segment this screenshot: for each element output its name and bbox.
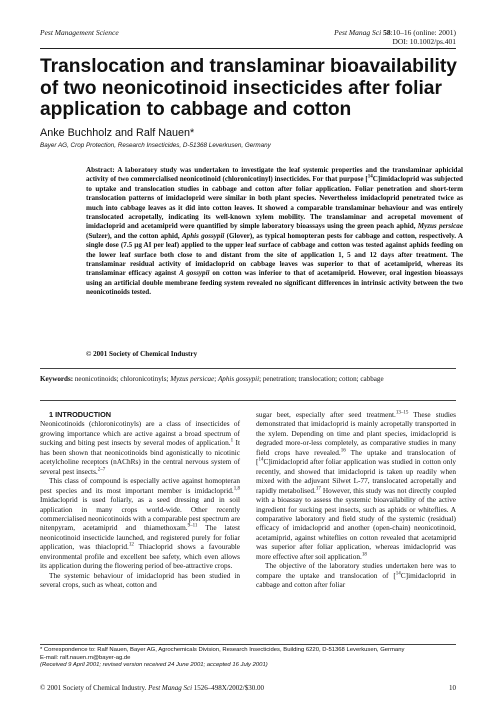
- citation-ref[interactable]: 16: [340, 448, 346, 454]
- species-name: Aphis gossypii: [181, 231, 225, 240]
- abstract-copyright: © 2001 Society of Chemical Industry: [86, 350, 198, 358]
- footer-journal: Pest Manag Sci: [148, 684, 193, 692]
- paragraph: [40, 571, 240, 590]
- abstract-label: Abstract:: [86, 166, 115, 174]
- keywords-text: ;: [214, 375, 218, 383]
- superscript: 14: [367, 175, 373, 181]
- running-header-journal: Pest Management Science: [40, 28, 119, 37]
- paragraph-text: This class of compound is especially active against homopteran pest species and its most important member is imidacloprid.: [40, 476, 240, 495]
- species-name: Aphis gossypii: [217, 375, 260, 383]
- abstract-text: (Glover), as typical homopteran pests for cabbage and cotton, respectively. A single dose (7.5 µg AI per leaf) applied to the upper leaf surface of cabbage and cotton was tested against aphids feeding on the lower leaf surface both close to and distant from the site of application 1, 5 and 12 days after treatment. The translaminar residual activity of imidacloprid on cabbage leaves was superior to that of acetamiprid, whereas its translaminar efficacy against: [86, 231, 463, 278]
- article-affiliation: Bayer AG, Crop Protection, Research Insecticides, D-51368 Leverkusen, Germany: [40, 142, 271, 149]
- page-number: 10: [449, 684, 456, 692]
- citation-ref[interactable]: 1,8: [233, 486, 240, 492]
- header-journal-abbrev: Pest Manag Sci: [334, 28, 382, 37]
- body-column-left: [40, 410, 240, 590]
- paragraph-text: It has been shown that neonicotinoids bind agonistically to nicotinic acetylcholine receptors (nAChRs) in the central nervous system of several pest insects.: [40, 438, 240, 476]
- paragraph-text: C]imidacloprid in cabbage and cotton after foliar: [256, 570, 456, 590]
- keywords-label: Keywords:: [40, 375, 74, 383]
- correspondence-footnote: [40, 647, 456, 670]
- keywords-text: ; penetration; translocation; cotton; cabbage: [259, 375, 384, 383]
- citation-ref[interactable]: 9–11: [187, 524, 198, 530]
- section-heading: 1 INTRODUCTION: [49, 410, 112, 419]
- citation-ref[interactable]: 13–15: [395, 410, 409, 416]
- citation-ref[interactable]: 18: [361, 552, 367, 558]
- paragraph-text: Neonicotinoids (chloronicotinyls) are a class of insecticides of growing importance which are active against a broad spectrum of sucking and biting pest insects by several modes of application.: [40, 419, 240, 448]
- paragraph-text: Thiacloprid shows a favourable environmental profile and excellent bee safety, which even allows its application during the flowering period of bee-attractive crops.: [40, 542, 240, 571]
- keywords: [40, 375, 456, 384]
- paragraph-text: C]imidacloprid after foliar application was studied in cotton only recently, and showed that imidacloprid is taken up readily when mixed with the adjuvant Silwet L-77, translocated acropetally and rapidly metabolised.: [256, 457, 456, 495]
- paragraph: [256, 561, 456, 589]
- body-column-right: [256, 410, 456, 590]
- superscript: 14: [395, 571, 401, 577]
- header-doi[interactable]: DOI: 10.1002/ps.401: [392, 37, 456, 46]
- keywords-top-divider: [40, 368, 456, 369]
- keywords-bottom-divider: [40, 400, 456, 401]
- header-pages: :10–16 (online: 2001): [390, 28, 456, 37]
- abstract-text: (Sulzer), and the cotton aphid,: [86, 231, 182, 240]
- species-name: Myzus persicae: [170, 375, 215, 383]
- paragraph-text: Imidacloprid is used foliarly, as a seed dressing and in soil application in many crops world-wide. Other recently commercialised neonicotinoids with a comparable pest spectrum are nitenpyram, acetamiprid and thiamethoxam.: [40, 495, 240, 533]
- paragraph-text: These studies demonstrated that imidacloprid is mainly acropetally transported in the xylem. Depending on time and plant species, imidacloprid is degraded more-or-less completely, as comparative studies in many field crops have revealed.: [256, 410, 456, 457]
- page-footer-copyright: [40, 684, 264, 692]
- citation-ref[interactable]: 2–7: [97, 467, 106, 473]
- article-title: Translocation and translaminar bioavailability of two neonicotinoid insecticides after foliar application to cabbage and cotton: [40, 56, 457, 120]
- footer-copyright-text: © 2001 Society of Chemical Industry.: [40, 684, 149, 692]
- abstract: [86, 166, 463, 298]
- footnote-dates: (Received 9 April 2001; revised version received 24 June 2001; accepted 16 July 2001): [40, 662, 268, 669]
- paragraph-text: The uptake and translocation of [: [256, 447, 456, 467]
- abstract-text: on cotton was inferior to that of acetamiprid. However, oral ingestion bioassays using an artificial double membrane feeding system revealed no significant differences in intrinsic activity between the two neonicotinoids tested.: [86, 269, 464, 297]
- keywords-text: neonicotinoids; chloronicotinyls;: [73, 375, 171, 383]
- header-volume: 58: [383, 28, 391, 37]
- citation-ref[interactable]: 1: [230, 438, 234, 444]
- footnote-divider: [40, 644, 456, 645]
- paragraph-text: The latest neonicotinoid insecticide launched, and registered purely for foliar application, was thiacloprid.: [40, 523, 240, 552]
- running-header-citation: [334, 28, 456, 46]
- species-name: A gossypii: [179, 269, 210, 278]
- abstract-text: A laboratory study was undertaken to investigate the leaf systemic properties and the translaminar aphicidal activity of two commercialised neonicotinoid (chloronicotinyl) insecticides. For that purpose [: [86, 166, 463, 184]
- abstract-text: C]imidacloprid was subjected to uptake and translocation studies in cabbage and cotton after foliar application. Foliar penetration and short-term translocation patterns of imidacloprid were similar in both plant species. Nevertheless imidacloprid penetrated twice as much into cabbage leaves as it did into cotton leaves. It showed a comparable translaminar behaviour and was entirely translocated acropetally, indicating its well-known xylem mobility. The translaminar and acropetal movement of imidacloprid and acetamiprid were quantified by simple laboratory bioassays using the green peach aphid,: [86, 175, 463, 231]
- paragraph: [40, 419, 240, 476]
- article-authors: Anke Buchholz and Ralf Nauen*: [40, 127, 195, 139]
- footer-issn: 1526–498X/2002/$30.00: [192, 684, 264, 692]
- paragraph-text: However, this study was not directly coupled with a bioassay to assess the systemic bioavailability of the active ingredient for sucking pest insects, such as aphids or whiteflies. A comparative laboratory and field study of the systemic (residual) efficacy of imidacloprid and another (open-chain) neonicotinoid, acetamiprid, against whiteflies on cotton revealed that acetamiprid was superior after foliar application, whereas imidacloprid was more effective after soil application.: [256, 485, 456, 561]
- footnote-correspondence: * Correspondence to: Ralf Nauen, Bayer AG, Agrochemicals Division, Research Insecticides, Building 6220, D-51368 Leverkusen, Germany: [40, 647, 405, 653]
- superscript: 14: [258, 457, 264, 463]
- species-name: Myzus persicae: [417, 222, 463, 231]
- paragraph-text: The objective of the laboratory studies undertaken here was to compare the uptake and translocation of [: [256, 561, 456, 580]
- citation-ref[interactable]: 12: [128, 542, 134, 548]
- header-divider: [40, 48, 456, 49]
- citation-ref[interactable]: 17: [315, 486, 321, 492]
- footnote-email[interactable]: E-mail: ralf.nauen.rn@bayer-ag.de: [40, 654, 131, 661]
- paragraph: [256, 410, 456, 561]
- paragraph: [40, 476, 240, 571]
- paragraph-text: The systemic behaviour of imidacloprid has been studied in several crops, such as wheat, cotton and: [40, 570, 240, 590]
- paragraph-text: sugar beet, especially after seed treatment.: [256, 410, 396, 419]
